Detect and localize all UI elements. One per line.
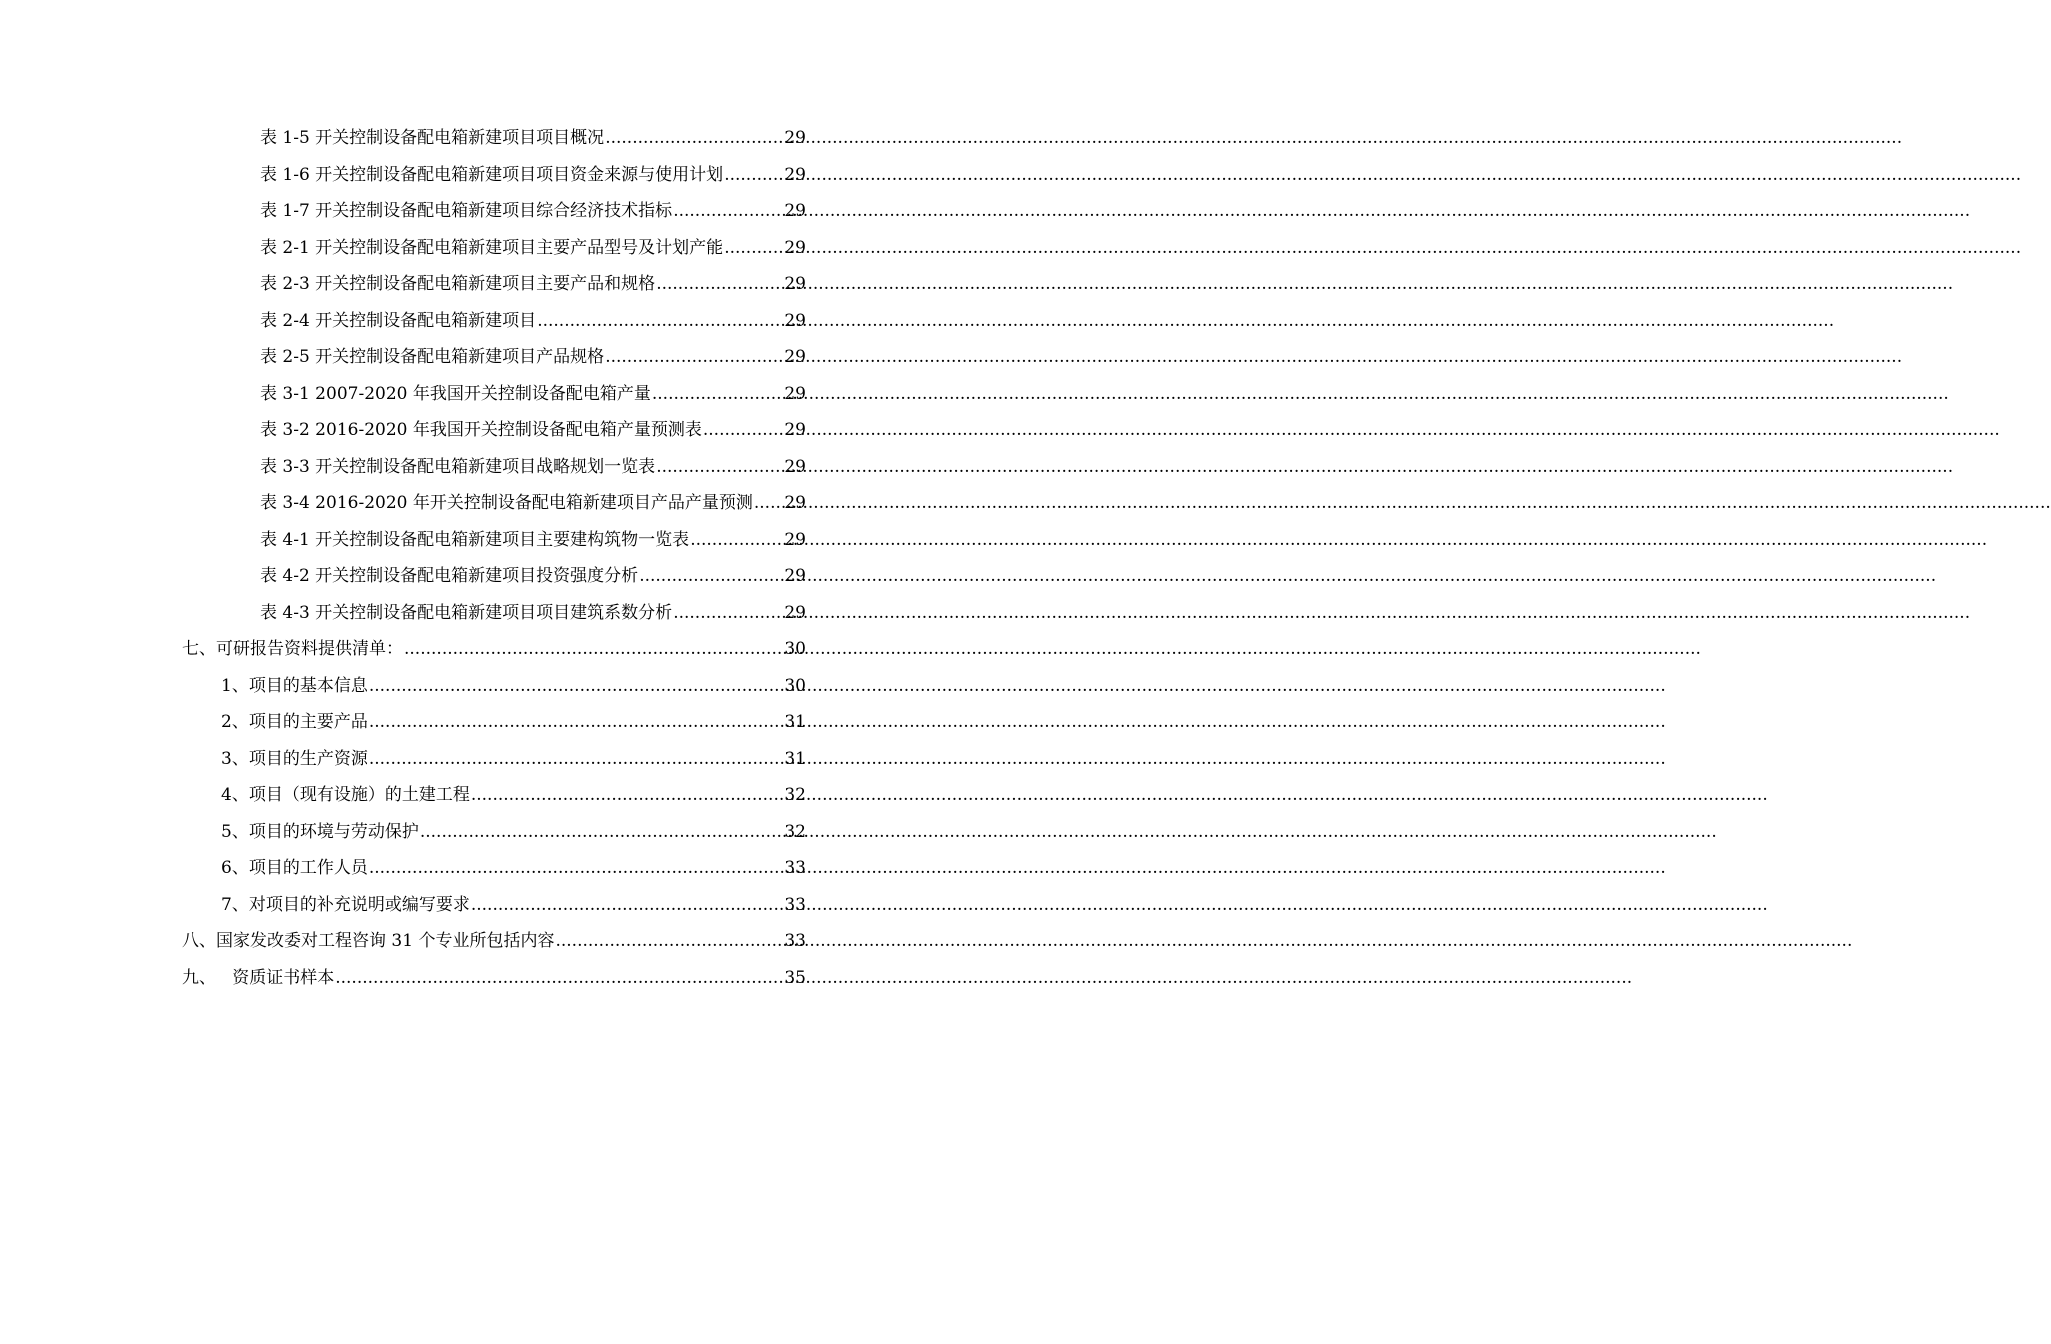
toc-page-number: 29 (784, 383, 806, 404)
document-page (0, 0, 950, 1344)
toc-entry-table-3-4[interactable] (0, 485, 950, 522)
toc-entry-text: 表 1-6 开关控制设备配电箱新建项目项目资金来源与使用计划 (260, 164, 724, 185)
toc-entry-text: 表 2-3 开关控制设备配电箱新建项目主要产品和规格 (260, 274, 656, 294)
toc-entry-table-3-3[interactable] (0, 449, 950, 486)
toc-entry-text: 表 2-1 开关控制设备配电箱新建项目主要产品型号及计划产能 (260, 237, 724, 258)
toc-entry-table-2-4[interactable] (0, 303, 950, 340)
toc-page-number: 35 (784, 967, 806, 988)
toc-entry-text: 4、项目（现有设施）的土建工程 (221, 785, 470, 805)
toc-page-number: 29 (784, 493, 806, 513)
toc-page-number: 32 (784, 785, 806, 805)
toc-leader-dots (690, 522, 783, 559)
toc-leader-dots (703, 412, 783, 449)
toc-entry-section-9[interactable] (0, 960, 950, 997)
toc-entry-table-2-5[interactable] (0, 339, 950, 376)
toc-leader-dots (471, 887, 783, 924)
toc-entry-text: 表 2-5 开关控制设备配电箱新建项目产品规格 (260, 347, 605, 367)
toc-entry-table-1-5[interactable] (0, 120, 950, 157)
toc-page-number: 31 (784, 748, 806, 769)
toc-leader-dots (369, 668, 783, 705)
toc-entry-table-1-7[interactable] (0, 193, 950, 230)
toc-leader-dots (724, 230, 783, 267)
toc-leader-dots (605, 120, 783, 157)
toc-leader-dots (656, 266, 783, 303)
toc-leader-dots (555, 923, 783, 960)
toc-page-number: 30 (784, 639, 806, 659)
toc-entry-text: 3、项目的生产资源 (221, 748, 368, 769)
toc-entry-table-4-3[interactable] (0, 595, 950, 632)
toc-entry-text: 表 3-2 2016-2020 年我国开关控制设备配电箱产量预测表 (260, 420, 702, 440)
toc-leader-dots (656, 449, 783, 486)
toc-page-number: 29 (784, 237, 806, 258)
toc-leader-dots (652, 376, 783, 413)
toc-leader-dots (404, 631, 783, 668)
toc-leader-dots (724, 157, 783, 194)
toc-leader-dots (369, 704, 783, 741)
toc-entry-table-3-1[interactable] (0, 376, 950, 413)
toc-entry-section-7[interactable] (0, 631, 950, 668)
toc-entry-item-5[interactable] (0, 814, 950, 851)
toc-entry-table-4-2[interactable] (0, 558, 950, 595)
toc-entry-table-3-2[interactable] (0, 412, 950, 449)
toc-entry-text: 表 3-3 开关控制设备配电箱新建项目战略规划一览表 (260, 456, 656, 477)
toc-leader-dots (369, 850, 783, 887)
toc-page-number: 29 (784, 566, 806, 586)
toc-page-number: 32 (784, 821, 806, 842)
toc-page-number: 29 (784, 420, 806, 440)
toc-leader-dots (420, 814, 783, 851)
toc-page-number: 33 (784, 858, 806, 878)
toc-page-number: 29 (784, 529, 806, 550)
toc-entry-table-2-3[interactable] (0, 266, 950, 303)
toc-entry-text: 表 4-2 开关控制设备配电箱新建项目投资强度分析 (260, 566, 639, 586)
toc-leader-dots (754, 485, 783, 522)
toc-entry-table-1-6[interactable] (0, 157, 950, 194)
toc-leader-dots (639, 558, 783, 595)
toc-leader-dots (537, 303, 783, 340)
toc-entry-section-8[interactable] (0, 923, 950, 960)
toc-entry-item-2[interactable] (0, 704, 950, 741)
toc-entry-text: 表 2-4 开关控制设备配电箱新建项目 (260, 310, 537, 331)
toc-entry-text: 表 4-3 开关控制设备配电箱新建项目项目建筑系数分析 (260, 602, 673, 623)
toc-page-number: 29 (784, 128, 806, 148)
toc-entry-text: 表 1-7 开关控制设备配电箱新建项目综合经济技术指标 (260, 201, 673, 221)
table-of-contents (0, 120, 950, 996)
toc-entry-item-7[interactable] (0, 887, 950, 924)
toc-entry-text: 5、项目的环境与劳动保护 (221, 821, 419, 842)
toc-entry-text: 2、项目的主要产品 (221, 712, 368, 732)
toc-page-number: 29 (784, 602, 806, 623)
toc-page-number: 29 (784, 164, 806, 185)
toc-entry-text: 九、 资质证书样本 (182, 967, 335, 988)
toc-page-number: 33 (784, 894, 806, 915)
toc-page-number: 31 (784, 712, 806, 732)
toc-entry-text: 表 3-1 2007-2020 年我国开关控制设备配电箱产量 (260, 383, 651, 404)
toc-entry-text: 表 3-4 2016-2020 年开关控制设备配电箱新建项目产品产量预测 (260, 493, 753, 513)
toc-page-number: 33 (784, 931, 806, 951)
toc-entry-table-4-1[interactable] (0, 522, 950, 559)
toc-leader-dots (673, 193, 783, 230)
toc-entry-table-2-1[interactable] (0, 230, 950, 267)
toc-entry-item-1[interactable] (0, 668, 950, 705)
toc-entry-item-6[interactable] (0, 850, 950, 887)
toc-page-number: 29 (784, 274, 806, 294)
toc-page-number: 30 (784, 675, 806, 696)
toc-entry-item-3[interactable] (0, 741, 950, 778)
toc-entry-text: 表 4-1 开关控制设备配电箱新建项目主要建构筑物一览表 (260, 529, 690, 550)
toc-entry-text: 7、对项目的补充说明或编写要求 (221, 894, 470, 915)
toc-page-number: 29 (784, 456, 806, 477)
toc-entry-text: 1、项目的基本信息 (221, 675, 368, 696)
toc-page-number: 29 (784, 201, 806, 221)
toc-leader-dots (471, 777, 783, 814)
toc-page-number: 29 (784, 347, 806, 367)
toc-leader-dots (335, 960, 783, 997)
toc-page-number: 29 (784, 310, 806, 331)
toc-leader-dots (673, 595, 783, 632)
toc-entry-text: 表 1-5 开关控制设备配电箱新建项目项目概况 (260, 128, 605, 148)
toc-leader-dots (369, 741, 783, 778)
toc-leader-dots (605, 339, 783, 376)
toc-entry-text: 七、可研报告资料提供清单： (182, 639, 403, 659)
toc-entry-text: 八、国家发改委对工程咨询 31 个专业所包括内容 (182, 931, 555, 951)
toc-entry-text: 6、项目的工作人员 (221, 858, 368, 878)
toc-entry-item-4[interactable] (0, 777, 950, 814)
